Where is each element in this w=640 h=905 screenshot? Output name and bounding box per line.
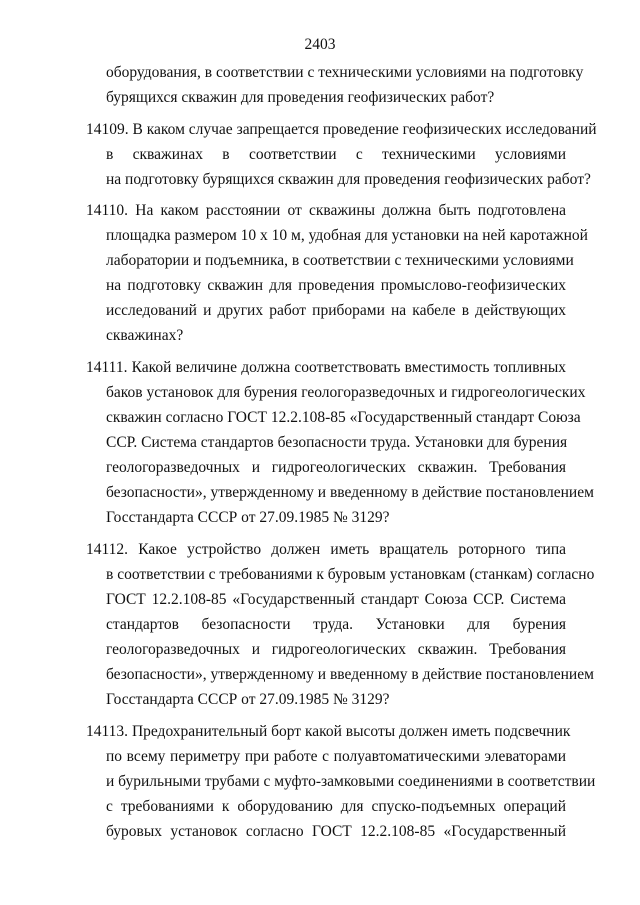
text-line: Госстандарта СССР от 27.09.1985 № 3129? bbox=[106, 509, 390, 526]
text-line: ССР. Система стандартов безопасности труда. Установки для бурения bbox=[106, 434, 568, 451]
text-line: стандартов безопасности труда. Установки для бурения bbox=[106, 616, 566, 633]
text-line: ГОСТ 12.2.108-85 «Государственный стандарт Союза ССР. Система bbox=[106, 591, 566, 608]
question-number: 14110. bbox=[86, 202, 129, 219]
text-line: безопасности», утвержденному и введенному в действие постановлением bbox=[106, 484, 594, 501]
text-line: бурящихся скважин для проведения геофизических работ? bbox=[106, 89, 495, 106]
text-line: безопасности», утвержденному и введенному в действие постановлением bbox=[106, 666, 594, 683]
text-line: в скважинах в соответствии с техническими условиями bbox=[106, 146, 566, 163]
text-line: в соответствии с требованиями к буровым установкам (станкам) согласно bbox=[106, 566, 595, 583]
text-line: скважин согласно ГОСТ 12.2.108-85 «Государственный стандарт Союза bbox=[106, 409, 581, 426]
text-line: баков установок для бурения геологоразведочных и гидрогеологических bbox=[106, 384, 586, 401]
text-line: лаборатории и подъемника, в соответствии с техническими условиями bbox=[106, 252, 574, 269]
question-14110-line: 14110. На каком расстоянии от скважины должна быть подготовлена bbox=[86, 202, 567, 219]
text-line: с требованиями к оборудованию для спуско-подъемных операций bbox=[106, 798, 566, 815]
text-line: оборудования, в соответствии с техническими условиями на подготовку bbox=[106, 64, 584, 81]
text-line: и бурильными трубами с муфто-замковыми соединениями в соответствии bbox=[106, 773, 596, 790]
text-line: на подготовку скважин для проведения промыслово-геофизических bbox=[106, 277, 566, 294]
text-line: геологоразведочных и гидрогеологических скважин. Требования bbox=[106, 641, 566, 658]
text-line: на подготовку бурящихся скважин для проведения геофизических работ? bbox=[106, 171, 591, 188]
question-number: 14109. bbox=[86, 121, 129, 138]
question-number: 14111. bbox=[86, 359, 128, 376]
text-line: площадка размером 10 х 10 м, удобная для установки на ней каротажной bbox=[106, 227, 588, 244]
text-line: скважинах? bbox=[106, 327, 184, 344]
question-number: 14112. bbox=[86, 541, 129, 558]
text-line: Госстандарта СССР от 27.09.1985 № 3129? bbox=[106, 691, 390, 708]
text-line: геологоразведочных и гидрогеологических скважин. Требования bbox=[106, 459, 566, 476]
page-number: 2403 bbox=[304, 36, 336, 53]
question-14111-line: 14111. Какой величине должна соответствовать вместимость топливных bbox=[86, 359, 566, 376]
text-line: буровых установок согласно ГОСТ 12.2.108-85 «Государственный bbox=[106, 823, 566, 840]
question-14113-line: 14113. Предохранительный борт какой высоты должен иметь подсвечник bbox=[86, 723, 571, 740]
text-line: по всему периметру при работе с полуавтоматическими элеваторами bbox=[106, 748, 566, 765]
question-14112-line: 14112. Какое устройство должен иметь вращатель роторного типа bbox=[86, 541, 566, 558]
question-number: 14113. bbox=[86, 723, 129, 740]
question-14109-line: 14109. В каком случае запрещается проведение геофизических исследований bbox=[86, 121, 597, 138]
text-line: исследований и других работ приборами на кабеле в действующих bbox=[106, 302, 566, 319]
